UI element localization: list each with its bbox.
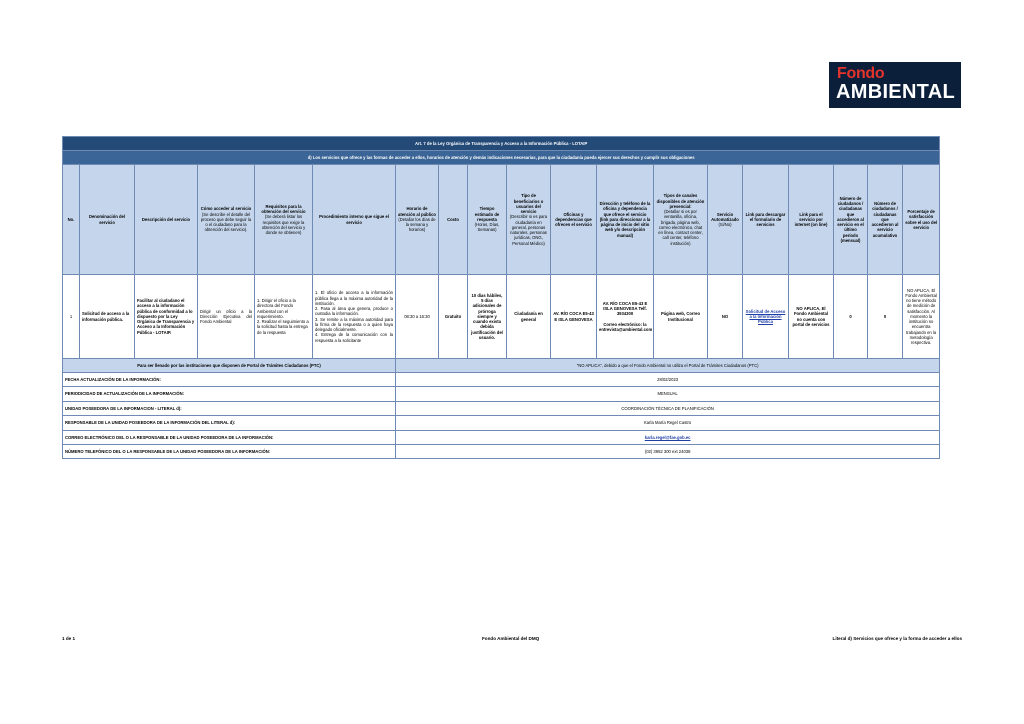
ptc-row [63,359,940,373]
fondo-ambiental-logo [829,62,961,108]
ptc-label: Para ser llenado por las instituciones que disponen de Portal de Trámites Ciudadanos (PTC) [63,359,396,373]
cell-descripcion: Facilitar al ciudadano el acceso a la información pública de conformidad a lo dispuesto por la Ley Orgánica de Transparencia y Acceso a la Información Pública - LOTAIP. [135,275,198,359]
cell-satisfaccion: NO APLICA, El Fondo Ambiental no tiene método de medición de satisfacción. Al momento la institución no encuentra trabajando en la metodología respectiva. [903,275,940,359]
header-cell: Denominación del servicio [80,165,135,275]
cell-procedimiento: 1. El oficio de acceso a la información pública llega a la máxima autoridad de la institución. 2. Pasa al área que genera, produce o custodia la información. 3. Se remite a la máxima autoridad para la firma de la respuesta o a quien haya delegado oficialmente. 4. Entrega de la comunicación con la respuesta a la solicitante [313,275,396,359]
info-row [63,401,940,415]
info-row [63,416,940,430]
footer-page-number: 1 de 1 [62,636,76,641]
header-row [63,165,940,275]
info-label: CORREO ELECTRÓNICO DEL O LA RESPONSABLE DE LA UNIDAD POSEEDORA DE LA INFORMACIÓN: [63,430,396,444]
info-value [396,430,940,444]
logo-line2: AMBIENTAL [836,81,955,103]
info-label: FECHA ACTUALIZACIÓN DE LA INFORMACIÓN: [63,373,396,387]
header-cell: Número de ciudadanos / ciudadanas que accedieron al servicio en el último período (mensual) [834,165,868,275]
header-cell: Número de ciudadanos / ciudadanas que accedieron al servicio acumulativo [868,165,903,275]
cell-acumulativo: 0 [868,275,903,359]
header-cell: Dirección y teléfono de la oficina y dependencia que ofrece el servicio (link para direccionar a la página de inicio del sitio web y/o descripción manual) [597,165,654,275]
footer-institution: Fondo Ambiental del DMQ [482,636,540,641]
cell-automatizado: NO [708,275,743,359]
cell-link-formulario [743,275,789,359]
info-value: (02) 3952 300 ext 24038 [396,444,940,458]
header-cell: Servicio Automatizado (Si/No) [708,165,743,275]
header-cell: Porcentaje de satisfacción sobre el uso del servicio [903,165,940,275]
lotaip-services-table [62,136,940,459]
cell-canales: Página web, Correo Institucional [654,275,708,359]
info-row [63,373,940,387]
header-cell: Requisitos para la obtención del servicio (Se deberá listar los requisitos que exige la obtención del servicio y donde se obtienen) [255,165,313,275]
cell-direccion: AV. RÍO COCA E5-43 E ISLA GENOVESA Telf. 3934300 Correo electrónico: la entrevista@ambiental.com [597,275,654,359]
cell-denominacion: Solicitud de acceso a la información pública. [80,275,135,359]
info-label: NÚMERO TELEFÓNICO DEL O LA RESPONSABLE DE LA UNIDAD POSEEDORA DE LA INFORMACIÓN: [63,444,396,458]
header-cell: Link para descargar el formulario de servicios [743,165,789,275]
header-cell: Link para el servicio por internet (on line) [789,165,834,275]
cell-beneficiarios: Ciudadanía en general [507,275,551,359]
info-value: 28/02/2023 [396,373,940,387]
cell-ultimo-periodo: 0 [834,275,868,359]
info-value: Karla María Regel Castro [396,416,940,430]
header-cell: No. [63,165,80,275]
info-row [63,444,940,458]
logo-line1: Fondo [837,65,885,82]
header-cell: Tiempo estimado de respuesta (Horas, Días, Semanas) [468,165,507,275]
ptc-value: "NO APLICA", debido a que el Fondo Ambiental no utiliza el Portal de Trámites Ciudadanos (PTC) [396,359,940,373]
header-cell: Oficinas y dependencias que ofrecen el servicio [551,165,597,275]
info-value: MENSUAL [396,387,940,401]
info-row [63,430,940,444]
footer-literal: Literal d) Servicios que ofrece y la forma de acceder a ellos [832,636,962,641]
info-label: UNIDAD POSEEDORA DE LA INFORMACION - LITERAL d): [63,401,396,415]
info-row [63,387,940,401]
header-cell: Descripción del servicio [135,165,198,275]
table-title: Art. 7 de la Ley Orgánica de Transparencia y Acceso a la Información Pública - LOTAIP [63,137,940,151]
cell-horario: 08:30 a 16:30 [396,275,439,359]
header-cell: Costo [439,165,468,275]
info-label: PERIODICIDAD DE ACTUALIZACIÓN DE LA INFORMACIÓN: [63,387,396,401]
header-cell: Horario de atención al público (Detallar los días de la semana y horarios) [396,165,439,275]
table-subtitle: d) Los servicios que ofrece y las formas de acceder a ellos, horarios de atención y demás indicaciones necesarias, para que la ciudadanía pueda ejercer sus derechos y cumplir sus obligaciones [63,151,940,165]
table-row [63,275,940,359]
cell-como-acceder: Dirigir un oficio a la Dirección Ejecutiva del Fondo Ambiental [198,275,255,359]
header-cell: Cómo acceder al servicio (Se describe el detalle del proceso que debe seguir la o el ciudadano para la obtención del servicio). [198,165,255,275]
info-label: RESPONSABLE DE LA UNIDAD POSEEDORA DE LA INFORMACIÓN DEL LITERAL d): [63,416,396,430]
cell-tiempo: 10 días hábiles, 5 días adicionales de prórroga siempre y cuando exista debida justificación del usuario. [468,275,507,359]
cell-costo: Gratuito [439,275,468,359]
responsable-email-link[interactable]: karla.regel@fae.gob.ec [644,434,691,440]
header-cell: Procedimiento interno que sigue el servicio [313,165,396,275]
cell-oficinas: AV. RÍO COCA E5-43 E ISLA GENOVESA [551,275,597,359]
header-cell: Tipos de canales disponibles de atención presencial: (Detallar si es por ventanilla, oficina, brigada, página web, correo electrónico, chat en línea, contact center, call center, teléfono institución) [654,165,708,275]
cell-requisitos: 1. Dirigir el oficio a la directora del Fondo Ambiental con el requerimiento. 2. Realizar el seguimiento a la solicitud hasta la entrega de la respuesta [255,275,313,359]
cell-no: 1 [63,275,80,359]
header-cell: Tipo de beneficiarios o usuarios del servicio (Describir si es para ciudadanía en general, personas naturales, personas jurídicas, ONG, Personal Médico) [507,165,551,275]
formulario-link[interactable]: Solicitud de Acceso a la Información Pública [745,308,786,325]
info-value: COORDINACIÓN TÉCNICA DE PLANIFICACIÓN [396,401,940,415]
cell-link-online: NO APLICA, El Fondo Ambiental no cuenta con portal de servicios [789,275,834,359]
